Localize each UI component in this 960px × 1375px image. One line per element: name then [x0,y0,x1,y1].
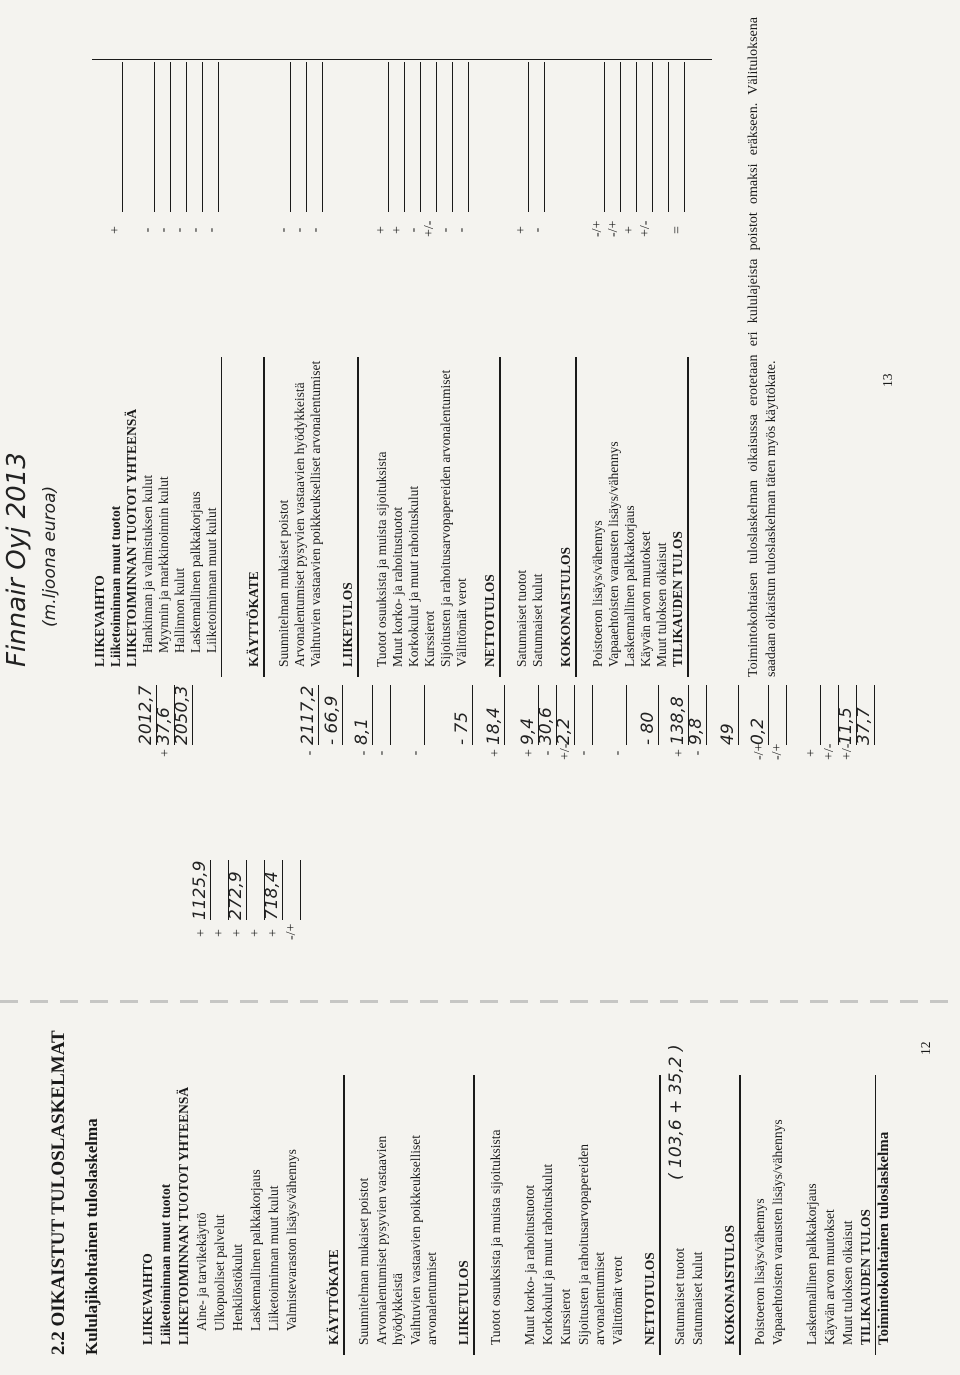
right-row-sign: -/+ [590,220,605,237]
left-subtitle: Kululajikohtainen tuloslaskelma [82,1118,101,1355]
left-value-rule [874,685,875,745]
left-row-value: 8,1 [352,717,372,745]
section-title: 2.2 OIKAISTUT TULOSLASKELMAT [48,1030,69,1355]
right-row-sign: + [622,226,637,234]
left-row-label: Valmistevaraston lisäys/vähennys [284,1149,299,1331]
left-value-rule [768,685,769,745]
left-row-label: LIIKEVAIHTO [140,1253,155,1345]
left-row-value: 2,2 [554,717,574,745]
left-value-rule [246,860,247,920]
left-row-value: 9,8 [686,717,706,745]
right-value-rule [452,62,453,212]
left-row-label: Muut tuloksen oikaisut [840,1220,855,1345]
right-row-label: Välittömät verot [454,578,469,667]
right-value-rule [322,62,323,212]
right-row-label: NETTOTULOS [482,574,497,667]
right-row-sign: - [308,227,323,233]
left-page-number: 12 [918,1041,933,1055]
right-row-sign: -/+ [606,220,621,237]
right-section-rule [687,357,689,677]
right-section-rule [499,357,501,677]
right-row-sign: + [374,226,389,234]
left-row-value: 138,8 [668,696,688,745]
left-row-sign: - [408,750,423,756]
left-row-label: KOKONAISTULOS [722,1224,737,1345]
left-row-value: 2117,2 [298,685,318,745]
left-row-sign: + [230,929,245,937]
left-row-value: 37,6 [154,707,174,745]
right-row-sign: - [156,227,171,233]
left-row-label: Korkokulut ja muut rahoituskulut [540,1163,555,1345]
right-row-sign: - [140,227,155,233]
right-row-sign: - [454,227,469,233]
right-value-rule [290,62,291,212]
left-row-value: - 75 [452,711,472,745]
right-row-sign: - [438,227,453,233]
left-row-label: Poistoeron lisäys/vähennys [752,1198,767,1345]
left-row-sign: + [158,749,173,757]
right-row-sign: - [204,227,219,233]
right-row-sign: + [108,226,123,234]
right-row-label: Sijoitusten ja rahoitusarvopapereiden arvonalentumiset [438,369,453,667]
right-value-rule [544,62,545,212]
right-row-sign: = [670,226,685,234]
right-row-sign: - [406,227,421,233]
left-value-rule [786,685,787,745]
left-row-sign: - [610,750,625,756]
left-row-sign: - [374,750,389,756]
left-row-sign: -/+ [770,743,785,760]
left-value-rule [342,685,343,745]
right-row-label: Arvonalentumiset pysyvien vastaavien hyödykkeistä [292,382,307,667]
right-value-rule [122,62,123,212]
right-row-sign: + [390,226,405,234]
right-value-rule [388,62,389,212]
left-page [0,687,960,1375]
right-row-label: KÄYTTÖKATE [246,571,261,667]
left-row-label: Välittömät verot [610,1256,625,1345]
right-value-rule [528,62,529,212]
left-row-value: 2050,3 [172,685,192,745]
left-row-sign: + [194,929,209,937]
left-row-label: Vaihtuvien vastaavien poikkeukselliset arvonalentumiset [408,1135,439,1345]
left-row-label: Ulkopuoliset palvelut [212,1214,227,1331]
right-value-rule [186,62,187,212]
left-value-rule [210,860,211,920]
left-value-rule [820,685,821,745]
right-value-rule [306,62,307,212]
right-row-label: KOKONAISTULOS [558,546,573,667]
left-value-rule [626,685,627,745]
left-row-sign: + [672,749,687,757]
left-row-value: 0,2 [748,717,768,745]
right-row-label: Suunnitelman mukaiset poistot [276,499,291,667]
right-value-rule [652,62,653,212]
left-row-sign: -/+ [284,923,299,940]
right-row-sign: - [276,227,291,233]
right-value-rule [436,62,437,212]
handwritten-subtitle: (m.ljoona euroa) [40,485,60,627]
right-row-sign: + [514,226,529,234]
right-row-sign: - [172,227,187,233]
left-section-rule [343,1075,345,1355]
left-value-rule [706,685,707,745]
left-row-sign: +/- [822,743,837,760]
left-row-sign: + [248,929,263,937]
left-row-label: Satunnaiset kulut [690,1251,705,1345]
right-value-rule [404,62,405,212]
right-row-label: Laskennallinen palkkakorjaus [188,491,203,653]
right-row-label: Liiketoiminnan muut kulut [204,507,219,653]
right-row-label: Korkokulut ja muut rahoituskulut [406,485,421,667]
left-row-value: 49 [718,723,738,745]
left-value-rule [282,860,283,920]
right-section-rule [263,357,265,677]
left-row-sign: - [690,750,705,756]
handwritten-title: Finnair Oyj 2013 [2,452,32,667]
left-value-rule [372,685,373,745]
left-row-label: Sijoitusten ja rahoitusarvopapereiden arvonalentumiset [576,1144,607,1345]
left-value-rule [472,685,473,745]
left-row-sign: - [540,750,555,756]
right-row-sign: - [188,227,203,233]
right-value-column-rule [92,59,712,60]
left-row-sign: -/+ [752,743,767,760]
left-value-rule [592,685,593,745]
left-row-label: Vapaaehtoisten varausten lisäys/vähennys [770,1119,785,1345]
left-row-label: LIIKETULOS [456,1260,471,1345]
left-row-label: TILIKAUDEN TULOS [858,1209,873,1345]
right-page-number: 13 [880,373,895,387]
right-value-rule [684,62,685,212]
right-row-label: Myynnin ja markkinoinnin kulut [156,476,171,653]
left-row-label: Laskennallinen palkkakorjaus [804,1183,819,1345]
right-value-rule [154,62,155,212]
left-row-sign: + [804,749,819,757]
right-row-label: LIIKETOIMINNAN TUOTOT YHTEENSÄ [124,408,139,667]
right-value-rule [636,62,637,212]
right-page [0,0,960,687]
right-row-label: Muut korko- ja rahoitustuotot [390,506,405,667]
right-row-label: LIIKEVAIHTO [92,575,107,667]
left-row-note: ( 103,6 + 35,2 ) [666,1044,686,1180]
left-value-rule [658,685,659,745]
right-row-label: Vaihtuvien vastaavien poikkeukselliset arvonalentumiset [308,360,323,667]
right-value-rule [170,62,171,212]
right-row-label: Satunnaiset tuotot [514,569,529,667]
left-row-sign: + [522,749,537,757]
left-value-rule [738,685,739,745]
right-row-sign: +/- [638,220,653,237]
left-row-label: NETTOTULOS [642,1252,657,1345]
left-row-sign: + [212,929,227,937]
right-row-label: TILIKAUDEN TULOS [670,531,685,667]
right-section-rule [221,357,222,677]
left-row-sign: + [266,929,281,937]
right-row-label: Liiketoiminnan muut tuotot [108,505,123,667]
right-value-rule [604,62,605,212]
right-value-rule [468,62,469,212]
left-section-rule [659,1075,661,1355]
right-row-label: Vapaaehtoisten varausten lisäys/vähennys [606,441,621,667]
right-row-sign: +/- [422,220,437,237]
right-value-rule [668,62,669,212]
left-row-label: Käyvän arvon muutokset [822,1209,837,1345]
right-row-label: LIIKETULOS [340,582,355,667]
right-row-label: Kurssierot [422,610,437,667]
left-value-rule [504,685,505,745]
right-value-rule [420,62,421,212]
left-row-sign: +/- [558,743,573,760]
right-row-label: Laskennallinen palkkakorjaus [622,505,637,667]
left-value-rule [574,685,575,745]
left-row-value: 718,4 [262,871,282,920]
right-section-rule [575,357,577,677]
left-row-value: 37,7 [854,707,874,745]
left-row-sign: - [576,750,591,756]
left-row-label: Henkilöstökulut [230,1244,245,1331]
left-row-value: 11,5 [836,707,856,745]
left-row-label: Toimintokohtainen tuloslaskelma [876,1131,892,1345]
left-section-rule [473,1075,475,1355]
right-row-sign: - [292,227,307,233]
left-row-label: Liiketoiminnan muut kulut [266,1185,281,1331]
right-row-label: Käyvän arvon muutokset [638,531,653,667]
right-row-label: Hallinnon kulut [172,567,187,653]
left-row-label: LIIKETOIMINNAN TUOTOT YHTEENSÄ [176,1086,191,1345]
left-row-value: 272,9 [226,871,246,920]
left-row-value: 18,4 [484,707,504,745]
left-row-sign: + [488,749,503,757]
left-value-rule [192,685,193,745]
right-row-label: Hankinnan ja valmistuksen kulut [140,474,155,653]
left-row-sign: - [302,750,317,756]
right-section-rule [357,357,359,677]
left-row-value: - 66,9 [322,695,342,745]
left-value-rule [390,685,391,745]
right-paragraph: Toimintokohtaisen tuloslaskelman oikaisussa erotetaan eri kululajeista poistot omaksi eräkseen. Välituloksena saadaan oikaistun tuloslaskelman täten myös käyttökate. [746,17,779,677]
right-value-rule [202,62,203,212]
left-value-rule [424,685,425,745]
left-row-value: 30,6 [536,707,556,745]
right-value-rule [218,62,219,212]
left-row-value: 2012,7 [136,685,156,745]
left-row-label: KÄYTTÖKATE [326,1249,341,1345]
left-row-label: Kurssierot [558,1288,573,1345]
left-row-label: Muut korko- ja rahoitustuotot [522,1184,537,1345]
left-value-rule [300,860,301,920]
left-row-label: Aine- ja tarvikekäyttö [194,1212,209,1331]
left-row-label: Suunnitelman mukaiset poistot [356,1177,371,1345]
left-value-rule [318,685,319,745]
left-section-rule [739,1075,741,1355]
right-row-label: Satunnaiset kulut [530,573,545,667]
right-row-label: Poistoeron lisäys/vähennys [590,520,605,667]
right-row-sign: - [530,227,545,233]
left-row-value: 9,4 [518,717,538,745]
left-row-label: Arvonalentumiset pysyvien vastaavien hyödykkeistä [374,1135,405,1345]
left-row-value: - 80 [638,711,658,745]
right-row-label: Muut tuloksen oikaisut [654,542,669,667]
left-row-label: Liiketoiminnan muut tuotot [158,1183,173,1345]
left-row-label: Satunnaiset tuotot [672,1247,687,1345]
right-value-rule [620,62,621,212]
left-row-label: Tuotot osuuksista ja muista sijoituksista [488,1129,503,1345]
left-row-sign: +/- [840,743,855,760]
left-row-sign: - [356,750,371,756]
left-row-value: 1125,9 [190,860,210,920]
left-row-label: Laskennallinen palkkakorjaus [248,1169,263,1331]
right-row-label: Tuotot osuuksista ja muista sijoituksista [374,451,389,667]
